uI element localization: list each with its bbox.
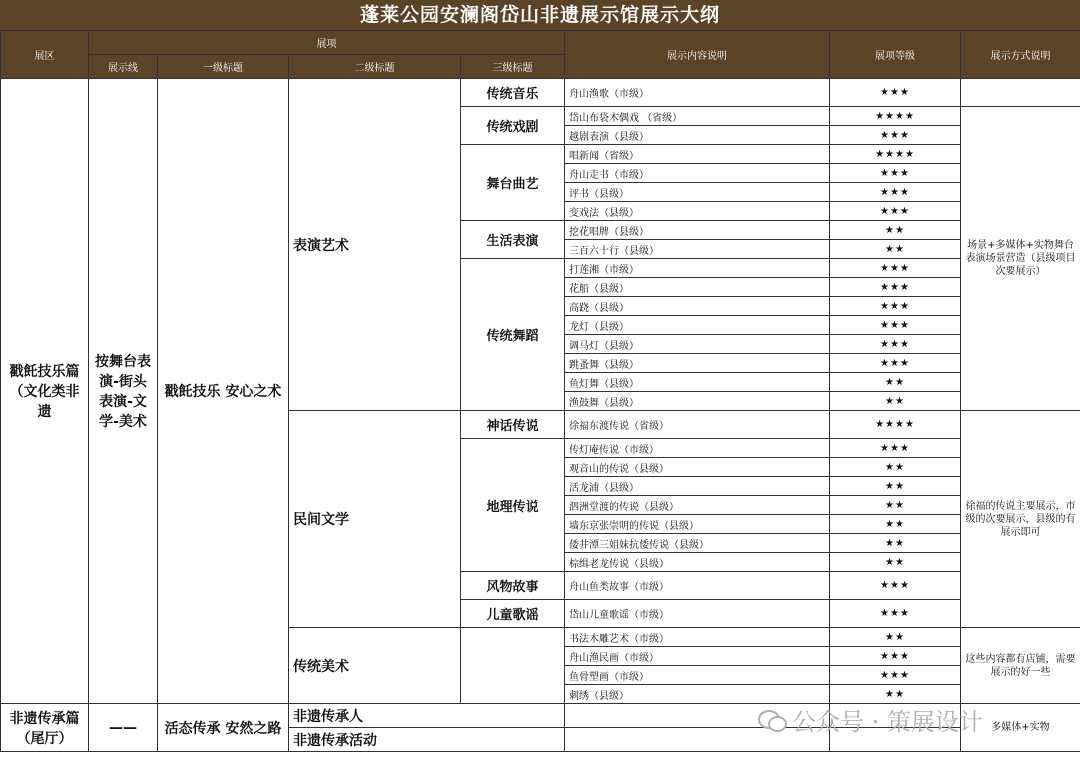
grade-cell: ★★ xyxy=(830,685,961,704)
content-cell: 唱新闻（省级） xyxy=(565,145,830,164)
content-cell: 舟山走书（市级） xyxy=(565,164,830,183)
content-cell: 舟山渔歌（市级） xyxy=(565,79,830,107)
content-cell: 棕缉老龙传说（县级） xyxy=(565,553,830,572)
content-cell: 变戏法（县级） xyxy=(565,202,830,221)
content-cell: 书法木雕艺术（市级） xyxy=(565,628,830,647)
level3-cell: 传统舞蹈 xyxy=(461,259,565,411)
header-level1: 一级标题 xyxy=(158,55,289,79)
grade-cell-empty xyxy=(830,704,961,728)
method-cell: 徐福的传说主要展示，市级的次要展示，县级的有展示即可 xyxy=(961,411,1080,628)
grade-cell-empty xyxy=(830,728,961,752)
content-cell: 传灯庵传说（市级） xyxy=(565,439,830,458)
page-title: 蓬莱公园安澜阁岱山非遗展示馆展示大纲 xyxy=(0,0,1080,30)
content-cell-empty xyxy=(565,728,830,752)
content-cell: 挖花唱牌（县级） xyxy=(565,221,830,240)
grade-cell: ★★ xyxy=(830,534,961,553)
grade-cell: ★★★ xyxy=(830,79,961,107)
level3-cell: 传统音乐 xyxy=(461,79,565,107)
grade-cell: ★★ xyxy=(830,553,961,572)
content-cell: 徐福东渡传说（省级） xyxy=(565,411,830,439)
level3-cell: 地理传说 xyxy=(461,439,565,572)
method-cell: 多媒体+实物 xyxy=(961,704,1080,752)
grade-cell: ★★★ xyxy=(830,572,961,600)
grade-cell: ★★★ xyxy=(830,647,961,666)
header-grade: 展项等级 xyxy=(830,31,961,79)
content-cell: 高跷（县级） xyxy=(565,297,830,316)
grade-cell: ★★ xyxy=(830,373,961,392)
grade-cell: ★★ xyxy=(830,240,961,259)
grade-cell: ★★ xyxy=(830,515,961,534)
content-cell: 鱼灯舞（县级） xyxy=(565,373,830,392)
content-cell: 鱼骨塑画（市级） xyxy=(565,666,830,685)
line-cell: —— xyxy=(89,704,158,752)
grade-cell: ★★★★ xyxy=(830,107,961,126)
grade-cell: ★★★ xyxy=(830,354,961,373)
content-cell: 跳蚤舞（县级） xyxy=(565,354,830,373)
watermark-text: 公众号 · 策展设计 xyxy=(792,708,983,736)
line-cell: 按舞台表演-街头表演-文学-美术 xyxy=(89,79,158,704)
header-method: 展示方式说明 xyxy=(961,31,1080,79)
level2-cell: 传统美术 xyxy=(289,628,461,704)
level3-cell: 风物故事 xyxy=(461,572,565,600)
grade-cell: ★★ xyxy=(830,477,961,496)
grade-cell: ★★★★ xyxy=(830,145,961,164)
grade-cell: ★★★ xyxy=(830,259,961,278)
level1-cell: 戳飥技乐 安心之术 xyxy=(158,79,289,704)
grade-cell: ★★★ xyxy=(830,164,961,183)
level3-cell: 生活表演 xyxy=(461,221,565,259)
content-cell: 越剧表演（县级） xyxy=(565,126,830,145)
content-cell: 活龙浦（县级） xyxy=(565,477,830,496)
level2-cell: 非遗传承人 xyxy=(289,704,565,728)
content-cell: 岱山布袋木偶戏 （省级） xyxy=(565,107,830,126)
level2-cell: 非遗传承活动 xyxy=(289,728,565,752)
content-cell: 调马灯（县级） xyxy=(565,335,830,354)
grade-cell: ★★★ xyxy=(830,278,961,297)
outline-table xyxy=(0,30,1080,752)
grade-cell: ★★★ xyxy=(830,600,961,628)
content-cell: 三百六十行（县级） xyxy=(565,240,830,259)
grade-cell: ★★★ xyxy=(830,183,961,202)
header-zone: 展区 xyxy=(1,31,89,79)
zone-cell: 非遗传承篇（尾厅） xyxy=(1,704,89,752)
content-cell: 泗洲堂渡的传说（县级） xyxy=(565,496,830,515)
level3-cell: 舞台曲艺 xyxy=(461,145,565,221)
header-exhibit: 展项 xyxy=(89,31,565,55)
content-cell: 龙灯（县级） xyxy=(565,316,830,335)
grade-cell: ★★ xyxy=(830,496,961,515)
grade-cell: ★★ xyxy=(830,392,961,411)
content-cell: 渔鼓舞（县级） xyxy=(565,392,830,411)
content-cell: 岱山儿童歌谣（市级） xyxy=(565,600,830,628)
level3-cell: 传统戏剧 xyxy=(461,107,565,145)
content-cell-empty xyxy=(565,704,830,728)
grade-cell: ★★★ xyxy=(830,666,961,685)
level1-cell: 活态传承 安然之路 xyxy=(158,704,289,752)
grade-cell: ★★ xyxy=(830,628,961,647)
grade-cell: ★★★ xyxy=(830,202,961,221)
method-cell-empty xyxy=(961,79,1080,107)
content-cell: 墙东京张崇明的传说（县级） xyxy=(565,515,830,534)
content-cell: 打莲湘（市级） xyxy=(565,259,830,278)
content-cell: 舟山渔民画（市级） xyxy=(565,647,830,666)
method-cell: 这些内容都有店铺，需要展示的好一些 xyxy=(961,628,1080,704)
level2-cell: 表演艺术 xyxy=(289,79,461,411)
header-level3: 三级标题 xyxy=(461,55,565,79)
grade-cell: ★★★ xyxy=(830,126,961,145)
grade-cell: ★★★★ xyxy=(830,411,961,439)
method-cell: 场景+多媒体+实物舞台表演场景营造（县级项目次要展示） xyxy=(961,107,1080,411)
content-cell: 花船（县级） xyxy=(565,278,830,297)
grade-cell: ★★★ xyxy=(830,297,961,316)
zone-cell: 戳飥技乐篇（文化类非遗 xyxy=(1,79,89,704)
content-cell: 评书（县级） xyxy=(565,183,830,202)
header-line: 展示线 xyxy=(89,55,158,79)
grade-cell: ★★ xyxy=(830,221,961,240)
content-cell: 刺绣（县级） xyxy=(565,685,830,704)
level2-cell: 民间文学 xyxy=(289,411,461,628)
level3-cell: 神话传说 xyxy=(461,411,565,439)
level3-cell: 儿童歌谣 xyxy=(461,600,565,628)
grade-cell: ★★★ xyxy=(830,335,961,354)
content-cell: 舟山鱼类故事（市级） xyxy=(565,572,830,600)
grade-cell: ★★★ xyxy=(830,316,961,335)
header-content: 展示内容说明 xyxy=(565,31,830,79)
content-cell: 观音山的传说（县级） xyxy=(565,458,830,477)
content-cell: 倭井潭三姐妹抗倭传说（县级） xyxy=(565,534,830,553)
grade-cell: ★★ xyxy=(830,458,961,477)
grade-cell: ★★★ xyxy=(830,439,961,458)
header-level2: 二级标题 xyxy=(289,55,461,79)
level3-cell-empty xyxy=(461,628,565,704)
